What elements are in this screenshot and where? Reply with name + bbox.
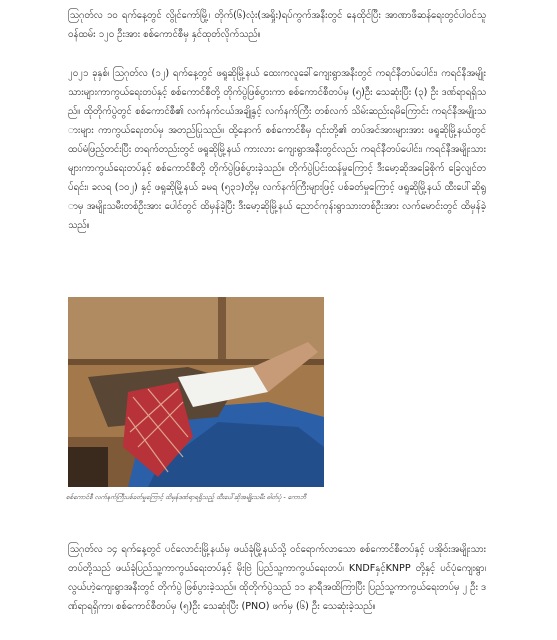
injured-person-photo (68, 297, 324, 487)
photo-caption: စစ်ကောင်စီ လက်နက်ကြီးပစ်ခတ်မှုကြောင့် ထိမှန်ဒဏ်ရာရရှိသည့် ထီးပေါ်ဆိုအမျိုးသမီး ဓါတ်ပုံ - ကောဘီ (66, 493, 307, 501)
paragraph-3: ဩဂုတ်လ ၁၄ ရက်နေ့တွင် ပင်လောင်းမြို့နယ်မှ ဖယ်ခုံမြို့နယ်သို့ ဝင်ရောက်လာသော စစ်ကောင်စီတပ်နှင့် ပအိုဝ်းအမျိုးသားတပ်တို့သည် ဖယ်ခုံပြည်သူ့ကာကွယ်ရေးတပ်နှင့် မိုးဗြဲ ပြည်သူ့ကာကွယ်ရေးတပ်၊ KNDFနှင့်KNPP တို့နှင့် ပင်ပုံကျေးရွာ၊ လွယ်ဟဲ့ကျေးရွာအနီးတွင် တိုက်ပွဲ ဖြစ်ပွားခဲ့သည်။ ထိုတိုက်ပွဲသည် ၁၁ နာရီအထိကြာပြီး ပြည်သူ့ကာကွယ်ရေးတပ်မှ ၂ ဦး ဒဏ်ရာရရှိကာ၊ စစ်ကောင်စီတပ်မှ (၅)ဦး သေဆုံးပြီး (PNO) ဖက်မှ (၆) ဦး သေဆုံးခဲ့သည်။ (68, 544, 486, 612)
paragraph-2: ၂၀၂၁ ခုနှစ်၊ ဩဂုတ်လ (၁၂) ရက်နေ့တွင် ဖရူဆိုမြို့နယ် ထေးကလူခေါ်ကျေးရွာအနီးတွင် ကရင်နီတပ်ပေါင်း၊ ကရင်နီအမျိုးသားများကာကွယ်ရေးတပ်နှင့် စစ်ကောင်စီတို့ တိုက်ပွဲဖြစ်ပွားကာ စစ်ကောင်စီတပ်မှ (၅)ဦး သေဆုံးပြီး (၃) ဦး ဒဏ်ရာရရှိသည်။ ထိုတိုက်ပွဲတွင် စစ်ကောင်စီ၏ လက်နက်ငယ်အချို့နှင့် လက်နက်ကြီး တစ်လက် သိမ်းဆည်းရမိကြောင်း ကရင်နီအမျိုးသားများ ကာကွယ်ရေးတပ်မှ အတည်ပြုသည်။ ထို့နောက် စစ်ကောင်စီမှ ၎င်းတို့၏ တပ်အင်အားများအား ဖရူဆိုမြို့နယ်တွင် ထပ်မံဖြည့်တင်းပြီး တရက်တည်းတွင် ဖရူဆိုမြို့နယ် ကားလား ကျေးရွာအနီးတွင်လည်း ကရင်နီတပ်ပေါင်း၊ ကရင်နီအမျိုးသားများကာကွယ်ရေးတပ်နှင့် စစ်ကောင်စီတို့ တိုက်ပွဲဖြစ်ပွားခဲ့သည်။ တိုက်ပွဲပြင်းထန်မှုကြောင့် ဒီးမော့ဆိုအခြေစိုက် ခြေလျင်တပ်ရင်း၊ ခလရ (၁၀၂) နှင့် ဖရူဆိုမြို့နယ် ခမရ (၅၃၁)တို့မှ လက်နက်ကြီးများဖြင့် ပစ်ခတ်မှုကြောင့် ဖရူဆိုမြို့နယ် ထီးပေါ်ဆိုရွာမှ အမျိုးသမီးတစ်ဦးအား ပေါင်တွင် ထိမှန်ခဲ့ပြီး ဒီးမော့ဆိုမြို့နယ် ညောင်ကုန်းရွာသားတစ်ဦးအား လက်မောင်းတွင် ထိမှန်ခဲ့သည်။ (68, 68, 486, 231)
paragraph-1: ဩဂုတ်လ ၁၀ ရက်နေ့တွင် လွိုင်ကော်မြို့၊ တိုက်(၆)လုံး(အရှိုး)ရပ်ကွက်အနီးတွင် နေထိုင်ပြီး အာဏာဖီဆန်ရေးတွင်ပါဝင်သူ ဝန်ထမ်း ၁၂၀ ဦးအား စစ်ကောင်စီမှ နှင်ထုတ်လိုက်သည်။ (68, 10, 486, 40)
